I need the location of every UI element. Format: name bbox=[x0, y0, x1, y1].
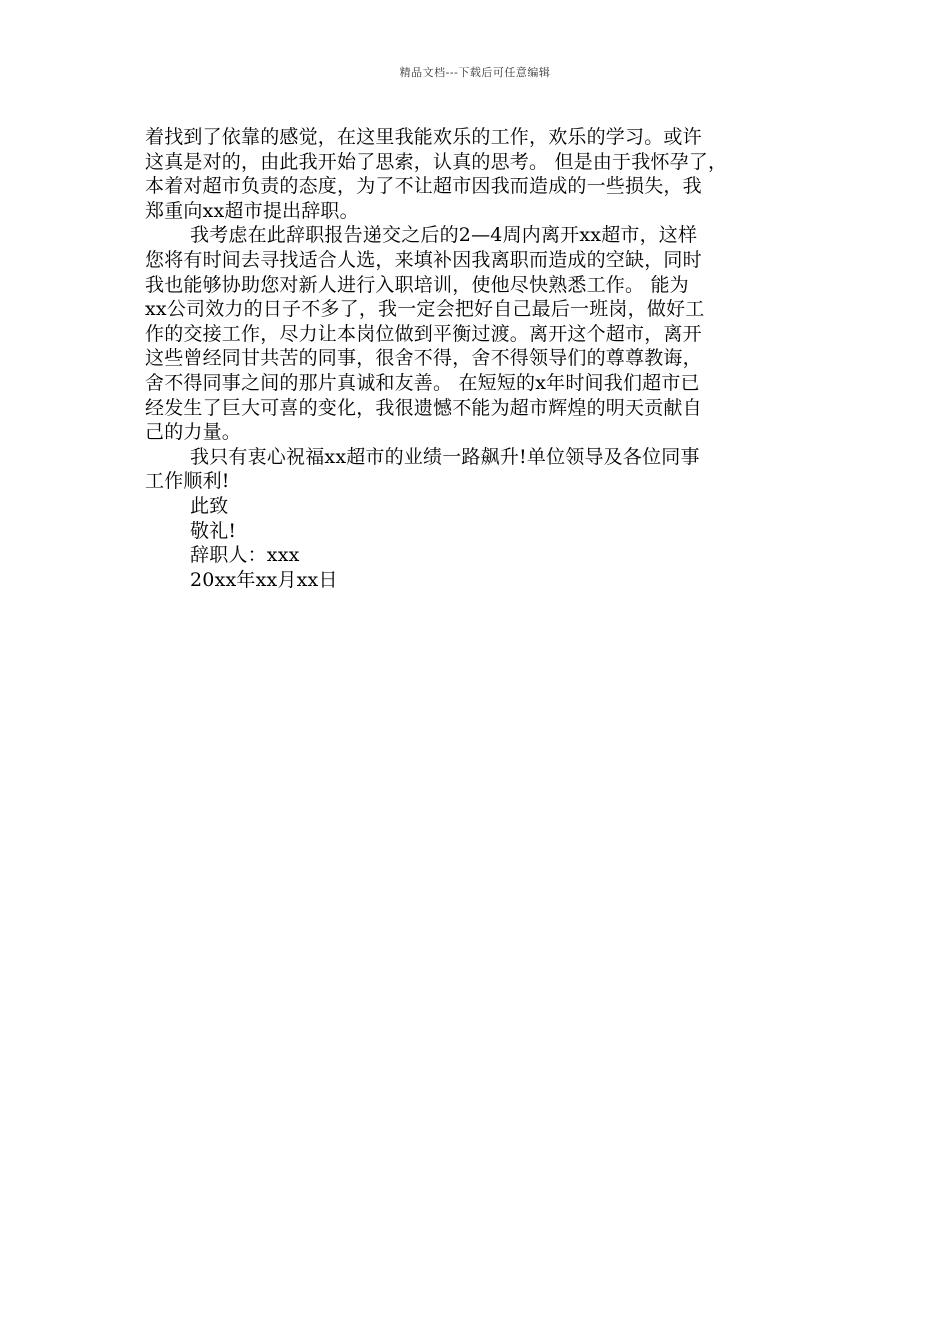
paragraph-start-line: 我只有衷心祝福xx超市的业绩一路飙升!单位领导及各位同事 bbox=[190, 445, 700, 468]
text-line: 舍不得同事之间的那片真诚和友善。 在短短的x年时间我们超市已 bbox=[145, 371, 700, 394]
text-line: 经发生了巨大可喜的变化，我很遗憾不能为超市辉煌的明天贡献自 bbox=[145, 396, 702, 419]
text-line: xx公司效力的日子不多了，我一定会把好自己最后一班岗，做好工 bbox=[145, 298, 705, 321]
text-line: 我也能够协助您对新人进行入职培训，使他尽快熟悉工作。 能为 bbox=[145, 273, 689, 296]
signature-line: 辞职人：xxx bbox=[190, 544, 300, 567]
text-line: 本着对超市负责的态度，为了不让超市因我而造成的一些损失，我 bbox=[145, 175, 702, 198]
document-body bbox=[145, 125, 825, 592]
closing-salutation: 此致 bbox=[190, 494, 229, 517]
paragraph-start-line: 我考虑在此辞职报告递交之后的2—4周内离开xx超市，这样 bbox=[190, 224, 698, 247]
text-line: 您将有时间去寻找适合人选，来填补因我离职而造成的空缺，同时 bbox=[145, 248, 702, 271]
closing-regards: 敬礼! bbox=[190, 519, 237, 542]
page-header: 精品文档---下载后可任意编辑 bbox=[399, 66, 551, 79]
text-line: 着找到了依靠的感觉，在这里我能欢乐的工作，欢乐的学习。或许 bbox=[145, 126, 702, 148]
text-line: 这些曾经同甘共苦的同事，很舍不得，舍不得领导们的尊尊教诲， bbox=[145, 347, 702, 370]
text-line: 工作顺利! bbox=[145, 470, 230, 493]
text-line: 郑重向xx超市提出辞职。 bbox=[145, 199, 359, 222]
date-line: 20xx年xx月xx日 bbox=[190, 568, 338, 591]
text-line: 作的交接工作，尽力让本岗位做到平衡过渡。离开这个超市，离开 bbox=[145, 322, 702, 345]
text-line: 己的力量。 bbox=[145, 421, 242, 444]
text-line: 这真是对的，由此我开始了思索，认真的思考。 但是由于我怀孕了， bbox=[145, 150, 728, 173]
